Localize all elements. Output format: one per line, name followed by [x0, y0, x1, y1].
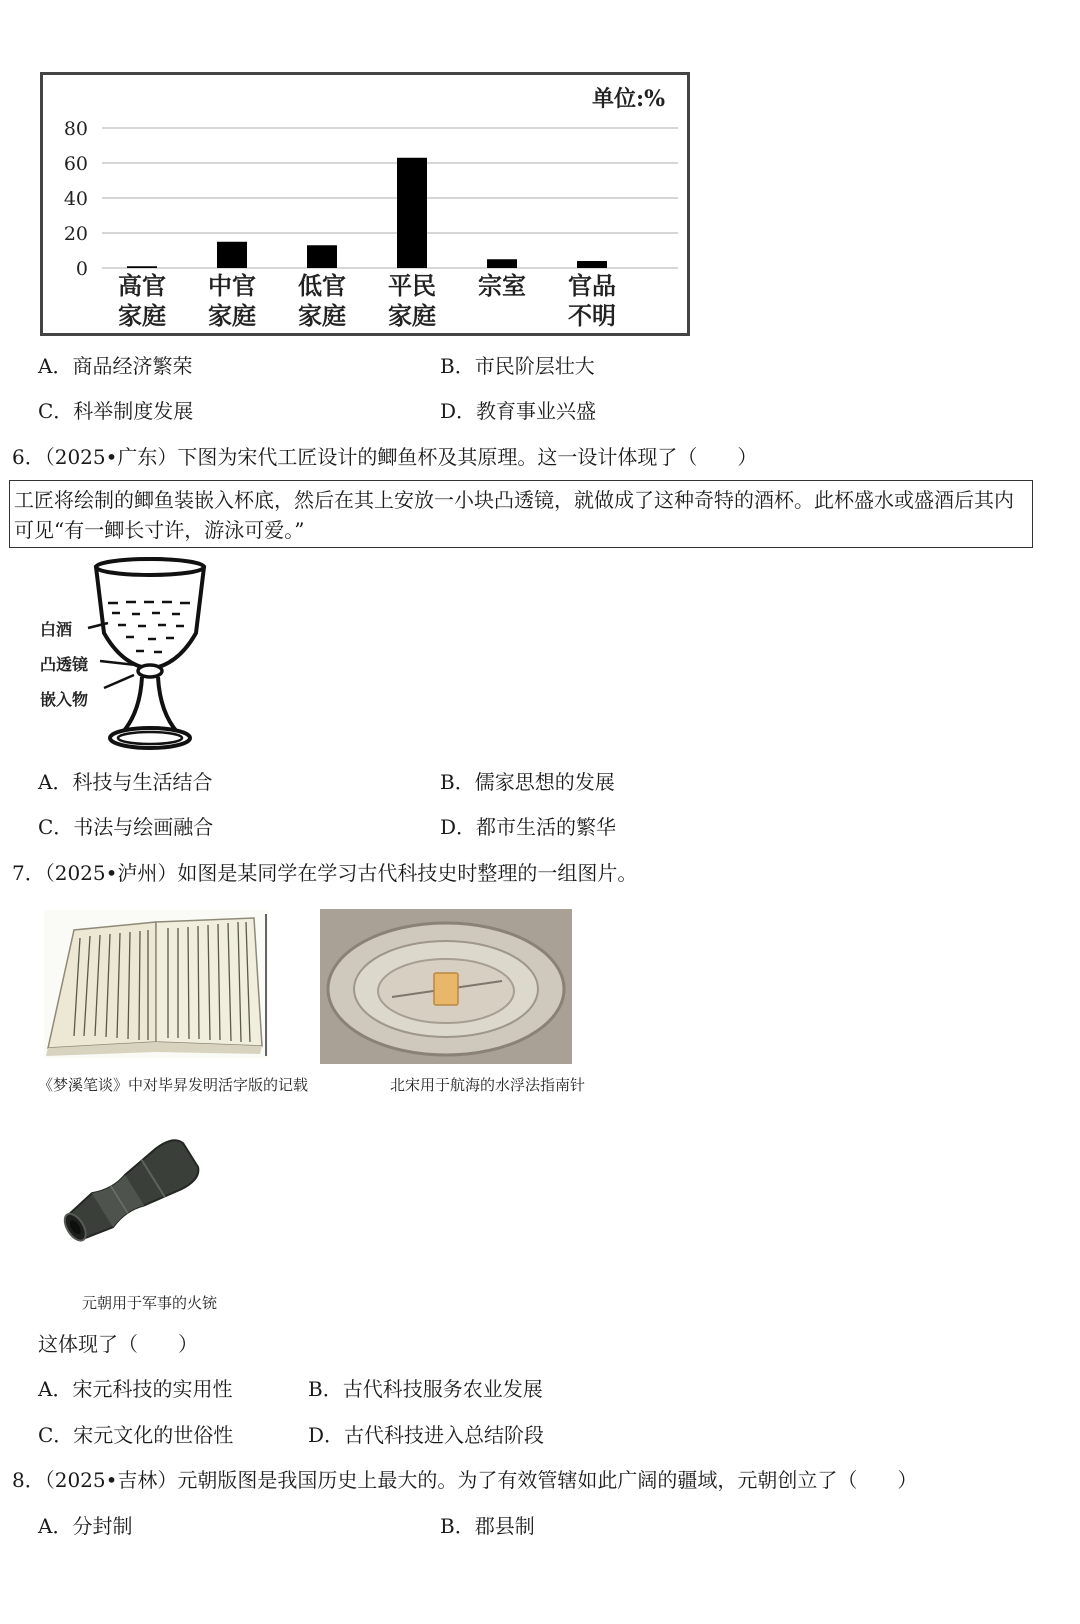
- gun-image: [56, 1130, 206, 1250]
- unit-label: 单位:%: [591, 86, 665, 112]
- bar: [307, 245, 337, 268]
- bar: [127, 266, 157, 268]
- x-category-label: 平民: [388, 271, 436, 300]
- x-category-label: 官品: [568, 271, 616, 300]
- y-tick-label: 40: [63, 188, 88, 210]
- y-tick-label: 20: [63, 223, 88, 245]
- q7-followup: 这体现了（ ）: [38, 1332, 198, 1356]
- q6-option-b[interactable]: B．儒家思想的发展: [440, 770, 615, 794]
- x-category-label: 不明: [568, 301, 616, 330]
- q8-option-a[interactable]: A．分封制: [38, 1514, 133, 1538]
- chart-svg: [40, 72, 690, 336]
- q8-stem: 8．（2025•吉林）元朝版图是我国历史上最大的。为了有效管辖如此广阔的疆域，元朝创立了（ ）: [12, 1468, 918, 1492]
- q8-option-b[interactable]: B．郡县制: [440, 1514, 535, 1538]
- q6-option-d[interactable]: D．都市生活的繁华: [440, 815, 617, 839]
- bar: [217, 242, 247, 268]
- label-lens: 凸透镜: [40, 655, 89, 674]
- x-category-label: 中官: [208, 271, 256, 300]
- compass-image: [320, 909, 572, 1064]
- x-category-label: 高官: [118, 271, 166, 300]
- label-baijiu: 白酒: [40, 620, 73, 639]
- x-category-label: 家庭: [118, 301, 166, 330]
- y-tick-label: 0: [75, 258, 88, 280]
- q5-option-b[interactable]: B．市民阶层壮大: [440, 354, 595, 378]
- x-category-label: 家庭: [388, 301, 436, 330]
- q6-stem: 6．（2025•广东）下图为宋代工匠设计的鲫鱼杯及其原理。这一设计体现了（ ）: [12, 445, 758, 469]
- x-category-label: 低官: [298, 271, 346, 300]
- bar-chart: [40, 72, 690, 336]
- caption-gun: 元朝用于军事的火铳: [82, 1294, 218, 1312]
- q5-option-a[interactable]: A．商品经济繁荣: [38, 354, 193, 378]
- bar: [397, 158, 427, 268]
- y-tick-label: 80: [63, 118, 88, 140]
- book-image: [44, 910, 268, 1058]
- cup-figure: [38, 553, 208, 755]
- bar: [487, 259, 517, 268]
- q7-option-c[interactable]: C．宋元文化的世俗性: [38, 1423, 234, 1447]
- q6-quote-line2: 可见“有一鲫长寸许，游泳可爱。”: [14, 518, 305, 542]
- q6-quote-line1: 工匠将绘制的鲫鱼装嵌入杯底，然后在其上安放一小块凸透镜，就做成了这种奇特的酒杯。此杯盛水或盛酒后其内: [14, 488, 1014, 512]
- q7-stem: 7．（2025•泸州）如图是某同学在学习古代科技史时整理的一组图片。: [12, 861, 638, 885]
- x-category-label: 宗室: [478, 271, 526, 300]
- y-tick-label: 60: [63, 153, 88, 175]
- q6-option-c[interactable]: C．书法与绘画融合: [38, 815, 214, 839]
- q7-option-a[interactable]: A．宋元科技的实用性: [38, 1377, 233, 1401]
- q6-quote-box: [9, 480, 1033, 548]
- caption-compass: 北宋用于航海的水浮法指南针: [390, 1076, 586, 1094]
- x-category-label: 家庭: [208, 301, 256, 330]
- x-category-label: 家庭: [298, 301, 346, 330]
- q7-option-d[interactable]: D．古代科技进入总结阶段: [308, 1423, 545, 1447]
- q6-option-a[interactable]: A．科技与生活结合: [38, 770, 213, 794]
- caption-book: 《梦溪笔谈》中对毕昇发明活字版的记载: [38, 1076, 309, 1094]
- q5-option-d[interactable]: D．教育事业兴盛: [440, 399, 597, 423]
- label-inlay: 嵌入物: [40, 690, 89, 709]
- q7-option-b[interactable]: B．古代科技服务农业发展: [308, 1377, 543, 1401]
- bar: [577, 261, 607, 268]
- q5-option-c[interactable]: C．科举制度发展: [38, 399, 194, 423]
